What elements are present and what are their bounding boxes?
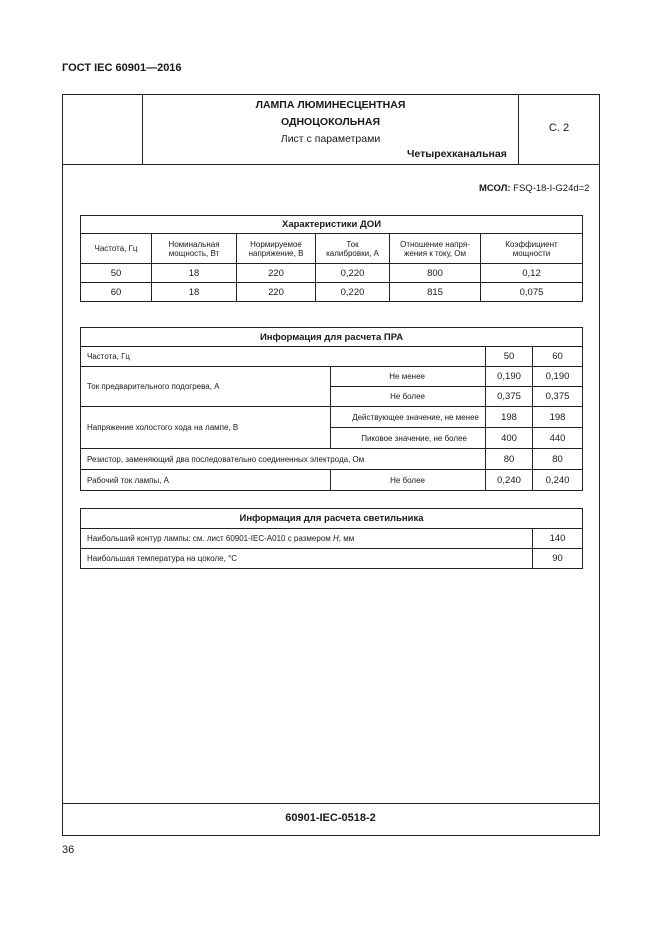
pra-noload-peak-cond: Пиковое значение, не более xyxy=(331,428,486,449)
doi-header-voltage xyxy=(237,234,316,264)
doi-header-voltage-line1: Нормируемое xyxy=(250,239,302,249)
lum-temperature-label: Наибольшая температура на цоколе, °С xyxy=(81,549,533,569)
doi-cell: 0,220 xyxy=(316,264,390,283)
doi-table-title: Характеристики ДОИ xyxy=(81,216,583,234)
sheet-subtitle: Лист с параметрами xyxy=(280,133,381,145)
lum-contour-label-italic: H xyxy=(332,534,339,543)
pra-resistor-60: 80 xyxy=(533,449,583,470)
doi-cell: 800 xyxy=(390,264,481,283)
pra-frequency-60: 60 xyxy=(533,347,583,367)
doi-header-ratio-line1: Отношение напря- xyxy=(400,239,470,249)
footer-divider xyxy=(62,803,599,804)
lum-contour-label-pre: Наибольший контур лампы: см. лист 60901-IEC-A010 с размером xyxy=(87,534,333,543)
doi-header-current xyxy=(316,234,390,264)
doi-cell: 0,12 xyxy=(481,264,583,283)
mcol-value: FSQ-18-I-G24d=2 xyxy=(513,183,590,194)
pra-frequency-50: 50 xyxy=(486,347,533,367)
pra-preheat-label: Ток предварительного подогрева, А xyxy=(81,367,331,407)
lamp-subtype: Четырехканальная xyxy=(407,148,507,160)
doi-header-power-factor-line2: мощности xyxy=(512,248,551,258)
doi-header-power-line1: Номинальная xyxy=(168,239,220,249)
lum-temperature-value: 90 xyxy=(533,549,583,569)
pra-resistor-50: 80 xyxy=(486,449,533,470)
doi-header-current-line2: калибровки, А xyxy=(326,248,379,258)
doi-header-power-factor xyxy=(481,234,583,264)
pra-resistor-label: Резистор, заменяющий два последовательно соединенных электрода, Ом xyxy=(81,449,486,470)
doi-cell: 60 xyxy=(81,283,152,302)
doi-cell: 220 xyxy=(237,283,316,302)
doi-header-power xyxy=(152,234,237,264)
page-number: 36 xyxy=(62,844,75,856)
pra-working-label: Рабочий ток лампы, А xyxy=(81,470,331,491)
doi-header-power-factor-line1: Коэффициент xyxy=(505,239,558,249)
doi-cell: 18 xyxy=(152,283,237,302)
standard-header: ГОСТ IEC 60901—2016 xyxy=(62,62,182,74)
pra-preheat-max-cond: Не более xyxy=(331,387,486,407)
doi-header-ratio-line2: жения к току, Ом xyxy=(404,248,466,258)
pra-preheat-min-60: 0,190 xyxy=(533,367,583,387)
lamp-title-line1: ЛАМПА ЛЮМИНЕСЦЕНТНАЯ xyxy=(255,99,406,111)
doi-header-power-line2: мощность, Вт xyxy=(168,248,220,258)
pra-noload-peak-60: 440 xyxy=(533,428,583,449)
pra-noload-label: Напряжение холостого хода на лампе, В xyxy=(81,407,331,449)
pra-noload-peak-50: 400 xyxy=(486,428,533,449)
mcol-label: МСОЛ: xyxy=(479,183,511,194)
doi-header-ratio xyxy=(390,234,481,264)
doi-cell: 0,220 xyxy=(316,283,390,302)
pra-table xyxy=(80,327,583,491)
lum-table xyxy=(80,508,583,569)
pra-working-50: 0,240 xyxy=(486,470,533,491)
doi-header-frequency xyxy=(81,234,152,264)
doi-header-current-line1: Ток xyxy=(346,239,359,249)
doi-cell: 220 xyxy=(237,264,316,283)
pra-frequency-label: Частота, Гц xyxy=(81,347,486,367)
doi-header-voltage-line2: напряжение, В xyxy=(248,248,304,258)
pra-working-60: 0,240 xyxy=(533,470,583,491)
pra-noload-rms-60: 198 xyxy=(533,407,583,428)
doi-cell: 18 xyxy=(152,264,237,283)
lum-contour-label xyxy=(81,529,533,549)
pra-preheat-max-60: 0,375 xyxy=(533,387,583,407)
pra-noload-rms-cond: Действующее значение, не менее xyxy=(331,407,486,428)
doi-cell: 50 xyxy=(81,264,152,283)
pra-preheat-max-50: 0,375 xyxy=(486,387,533,407)
pra-noload-rms-50: 198 xyxy=(486,407,533,428)
pra-working-cond: Не более xyxy=(331,470,486,491)
pra-table-title: Информация для расчета ПРА xyxy=(81,328,583,347)
page-ref: С. 2 xyxy=(548,122,570,134)
doi-row-60hz xyxy=(81,283,583,302)
doi-row-50hz xyxy=(81,264,583,283)
doi-header-frequency-text: Частота, Гц xyxy=(94,244,138,253)
sheet-code: 60901-IEC-0518-2 xyxy=(285,812,376,824)
lamp-title-line2: ОДНОЦОКОЛЬНАЯ xyxy=(280,116,381,128)
doi-cell: 815 xyxy=(390,283,481,302)
doi-cell: 0,075 xyxy=(481,283,583,302)
doi-table xyxy=(80,215,583,302)
lum-contour-value: 140 xyxy=(533,529,583,549)
mcol-line xyxy=(479,183,589,194)
lum-contour-label-post: , мм xyxy=(338,534,355,543)
title-block-bottom-line xyxy=(62,164,599,165)
lum-table-title: Информация для расчета светильника xyxy=(81,509,583,529)
pra-preheat-min-50: 0,190 xyxy=(486,367,533,387)
pra-preheat-min-cond: Не менее xyxy=(331,367,486,387)
